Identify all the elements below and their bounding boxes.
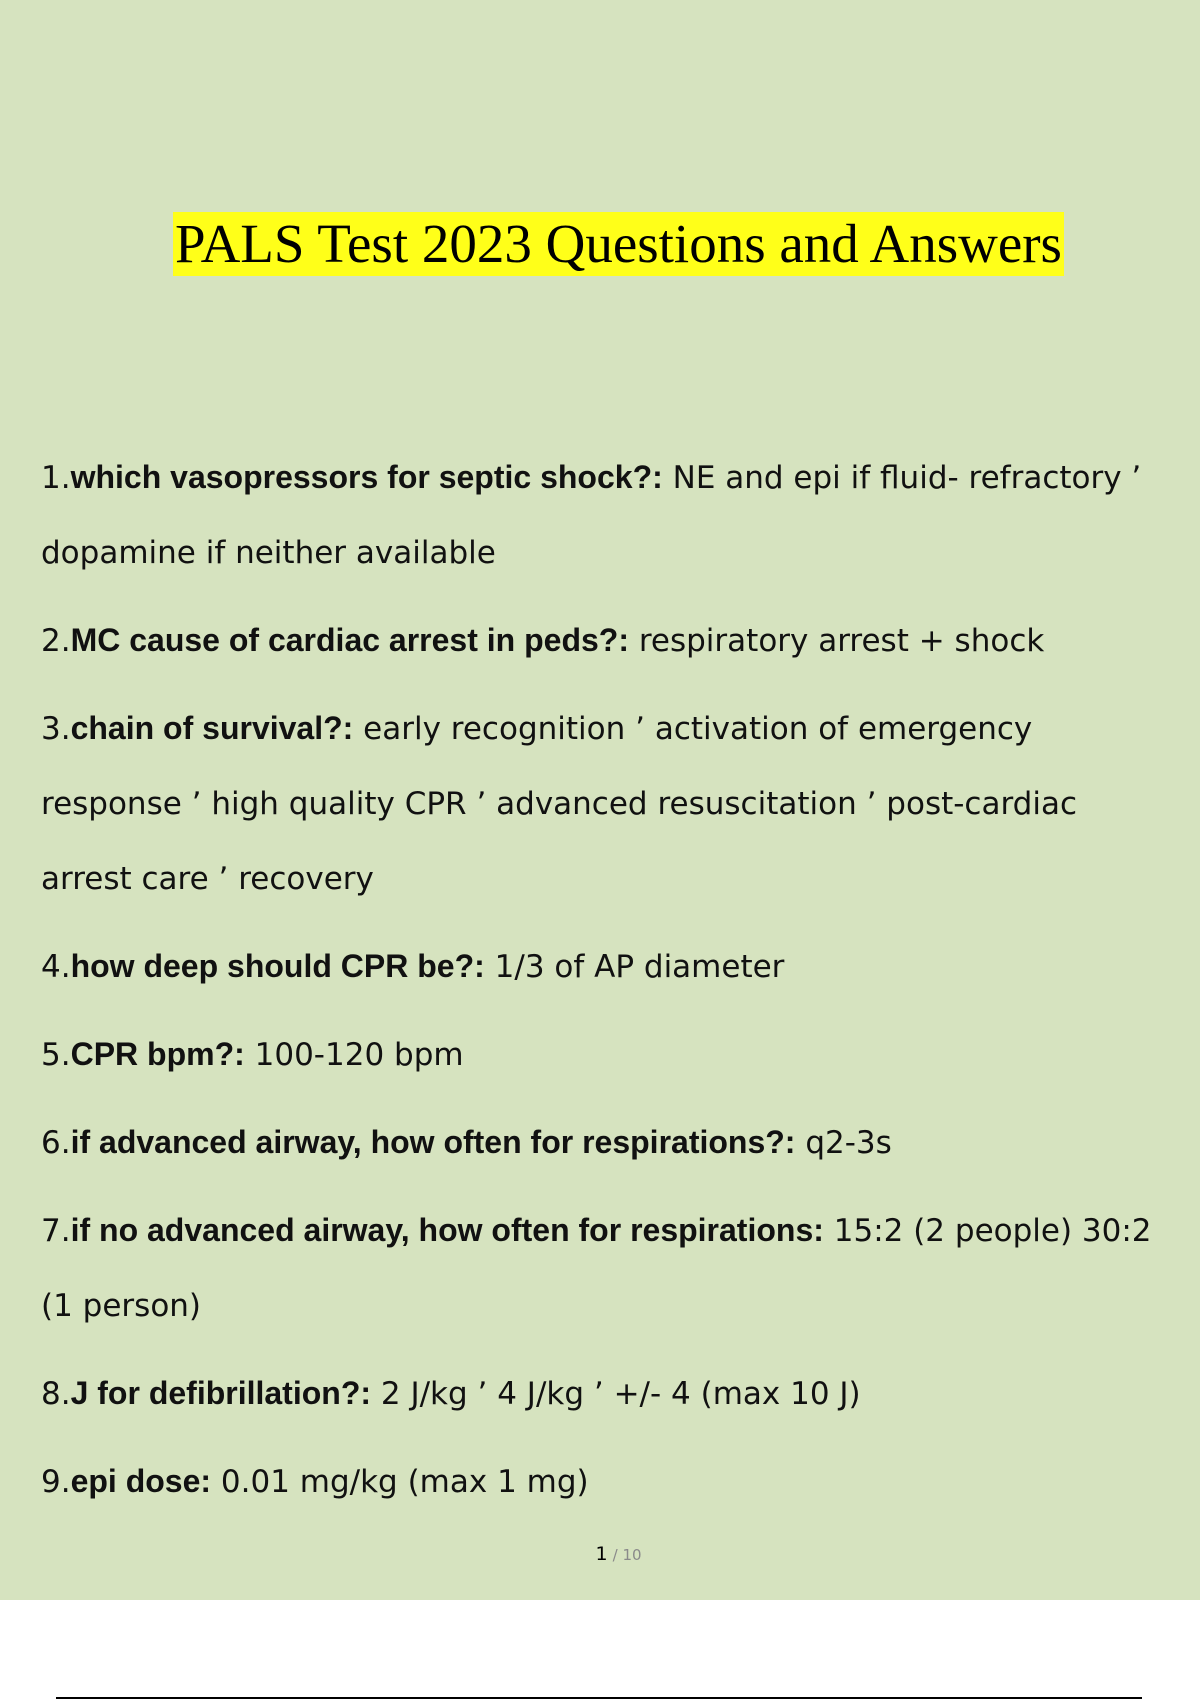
item-number: 5. bbox=[41, 1037, 71, 1073]
list-item bbox=[41, 1444, 1156, 1520]
item-answer: NE and epi if fluid- refractory ’ dopamine if neither available bbox=[41, 460, 1142, 571]
item-question: MC cause of cardiac arrest in peds?: bbox=[70, 622, 629, 658]
item-number: 1. bbox=[41, 460, 71, 496]
list-item bbox=[41, 1105, 1156, 1181]
item-question: how deep should CPR be?: bbox=[70, 948, 485, 984]
list-item bbox=[41, 1193, 1156, 1344]
item-number: 9. bbox=[41, 1464, 71, 1500]
item-answer: 100-120 bpm bbox=[254, 1037, 464, 1073]
title-container bbox=[0, 212, 1200, 276]
item-number: 8. bbox=[41, 1376, 71, 1412]
item-question: J for defibrillation?: bbox=[70, 1375, 372, 1411]
item-question: chain of survival?: bbox=[70, 710, 354, 746]
item-answer: 2 J/kg ’ 4 J/kg ’ +/- 4 (max 10 J) bbox=[380, 1376, 861, 1412]
page-indicator bbox=[0, 1543, 1200, 1565]
item-answer: q2-3s bbox=[805, 1125, 892, 1161]
item-question: if advanced airway, how often for respirations?: bbox=[70, 1124, 796, 1160]
page-current: 1 bbox=[595, 1543, 608, 1565]
document-title: PALS Test 2023 Questions and Answers bbox=[175, 213, 1062, 274]
list-item bbox=[41, 440, 1156, 591]
list-item bbox=[41, 929, 1156, 1005]
page-total: / 10 bbox=[612, 1546, 642, 1564]
footer-divider bbox=[56, 1697, 1142, 1699]
item-answer: early recognition ’ activation of emergency response ’ high quality CPR ’ advanced resuscitation ’ post-cardiac arrest care ’ recovery bbox=[41, 711, 1078, 897]
list-item bbox=[41, 1017, 1156, 1093]
item-answer: respiratory arrest + shock bbox=[638, 623, 1045, 659]
item-number: 7. bbox=[41, 1213, 71, 1249]
item-answer: 15:2 (2 people) 30:2 (1 person) bbox=[41, 1213, 1152, 1324]
qa-list bbox=[41, 440, 1156, 1532]
list-item bbox=[41, 603, 1156, 679]
item-number: 4. bbox=[41, 949, 71, 985]
item-question: epi dose: bbox=[70, 1463, 212, 1499]
item-question: which vasopressors for septic shock?: bbox=[70, 459, 663, 495]
item-number: 6. bbox=[41, 1125, 71, 1161]
item-question: CPR bpm?: bbox=[70, 1036, 245, 1072]
item-number: 3. bbox=[41, 711, 71, 747]
item-question: if no advanced airway, how often for respirations: bbox=[70, 1212, 824, 1248]
item-answer: 0.01 mg/kg (max 1 mg) bbox=[220, 1464, 589, 1500]
list-item bbox=[41, 1356, 1156, 1432]
list-item bbox=[41, 691, 1156, 917]
item-answer: 1/3 of AP diameter bbox=[494, 949, 785, 985]
item-number: 2. bbox=[41, 623, 71, 659]
